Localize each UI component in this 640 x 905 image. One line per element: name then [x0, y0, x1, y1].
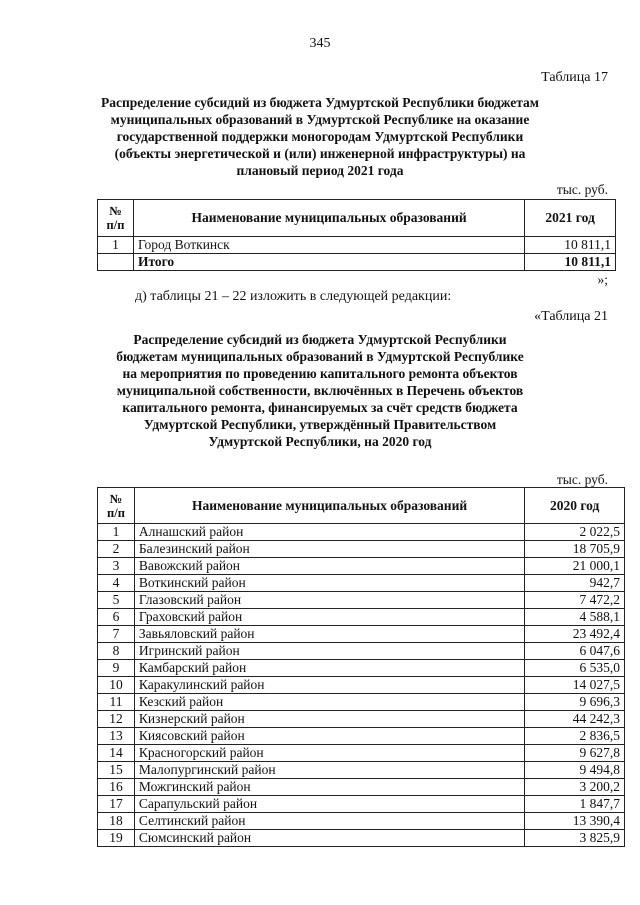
- row-name: Селтинский район: [134, 813, 524, 830]
- table17-title-line: Распределение субсидий из бюджета Удмуртской Республики бюджетам: [100, 95, 540, 110]
- table21-title-line: муниципальной собственности, включённых в Перечень объектов: [116, 383, 524, 398]
- row-num: 6: [98, 609, 135, 626]
- closing-mark: »;: [597, 272, 608, 287]
- row-name: Можгинский район: [134, 779, 524, 796]
- table-row: [98, 745, 625, 762]
- row-num: 1: [98, 237, 134, 254]
- total-num: [98, 254, 134, 271]
- table-row: [98, 592, 625, 609]
- header-num: № п/п: [98, 200, 134, 237]
- row-num: 14: [98, 745, 135, 762]
- table-row: [98, 711, 625, 728]
- row-value: 6 047,6: [525, 643, 625, 660]
- table17-title: [100, 94, 540, 179]
- row-value: 2 022,5: [525, 524, 625, 541]
- table-row: [98, 541, 625, 558]
- row-value: 1 847,7: [525, 796, 625, 813]
- row-value: 23 492,4: [525, 626, 625, 643]
- row-num: 7: [98, 626, 135, 643]
- table-row: [98, 728, 625, 745]
- table17-total-row: [98, 254, 616, 271]
- row-value: 2 836,5: [525, 728, 625, 745]
- row-name: Камбарский район: [134, 660, 524, 677]
- table-row: [98, 237, 616, 254]
- row-name: Завьяловский район: [134, 626, 524, 643]
- header-name: Наименование муниципальных образований: [133, 200, 524, 237]
- row-num: 3: [98, 558, 135, 575]
- total-value: 10 811,1: [525, 254, 616, 271]
- table-row: [98, 779, 625, 796]
- row-name: Кезский район: [134, 694, 524, 711]
- table-row: [98, 660, 625, 677]
- row-name: Сарапульский район: [134, 796, 524, 813]
- table-row: [98, 524, 625, 541]
- table21-header-row: [98, 488, 625, 524]
- header-num: № п/п: [98, 488, 135, 524]
- row-name: Игринский район: [134, 643, 524, 660]
- table-row: [98, 762, 625, 779]
- table17-units: тыс. руб.: [556, 182, 608, 197]
- row-value: 3 200,2: [525, 779, 625, 796]
- row-num: 15: [98, 762, 135, 779]
- row-value: 942,7: [525, 575, 625, 592]
- table-row: [98, 830, 625, 847]
- row-num: 10: [98, 677, 135, 694]
- row-value: 4 588,1: [525, 609, 625, 626]
- table-row: [98, 575, 625, 592]
- table21-title-line: Распределение субсидий из бюджета Удмуртской Республики: [133, 332, 507, 347]
- page-number: 345: [309, 36, 331, 51]
- table17-header-row: [98, 200, 616, 237]
- row-value: 9 627,8: [525, 745, 625, 762]
- row-name: Каракулинский район: [134, 677, 524, 694]
- row-name: Глазовский район: [134, 592, 524, 609]
- row-num: 5: [98, 592, 135, 609]
- table21-units: тыс. руб.: [556, 472, 608, 487]
- table-row: [98, 626, 625, 643]
- row-name: Балезинский район: [134, 541, 524, 558]
- table21-title-line: Удмуртской Республики, на 2020 год: [208, 434, 432, 449]
- table17-title-line: муниципальных образований в Удмуртской Республике на оказание: [110, 112, 530, 127]
- row-num: 9: [98, 660, 135, 677]
- row-num: 19: [98, 830, 135, 847]
- row-value: 9 494,8: [525, 762, 625, 779]
- table21-body: [98, 524, 625, 847]
- row-name: Вавожский район: [134, 558, 524, 575]
- header-name: Наименование муниципальных образований: [134, 488, 524, 524]
- row-name: Воткинский район: [134, 575, 524, 592]
- row-value: 13 390,4: [525, 813, 625, 830]
- row-value: 3 825,9: [525, 830, 625, 847]
- table-row: [98, 694, 625, 711]
- table-row: [98, 677, 625, 694]
- table-row: [98, 796, 625, 813]
- total-label: Итого: [133, 254, 524, 271]
- row-num: 8: [98, 643, 135, 660]
- row-num: 18: [98, 813, 135, 830]
- table17-title-line: государственной поддержки моногородам Удмуртской Республики: [116, 129, 524, 144]
- table-row: [98, 558, 625, 575]
- row-value: 9 696,3: [525, 694, 625, 711]
- table21-label: «Таблица 21: [534, 309, 608, 324]
- row-name: Город Воткинск: [133, 237, 524, 254]
- table-row: [98, 643, 625, 660]
- row-value: 10 811,1: [525, 237, 616, 254]
- row-num: 16: [98, 779, 135, 796]
- table-row: [98, 813, 625, 830]
- table17: [97, 199, 616, 271]
- row-num: 13: [98, 728, 135, 745]
- row-name: Красногорский район: [134, 745, 524, 762]
- row-value: 14 027,5: [525, 677, 625, 694]
- row-value: 7 472,2: [525, 592, 625, 609]
- table21-title-line: на мероприятия по проведению капитального ремонта объектов: [122, 366, 518, 381]
- header-year: 2021 год: [525, 200, 616, 237]
- row-num: 17: [98, 796, 135, 813]
- row-value: 44 242,3: [525, 711, 625, 728]
- row-num: 11: [98, 694, 135, 711]
- header-year: 2020 год: [525, 488, 625, 524]
- row-name: Кизнерский район: [134, 711, 524, 728]
- row-num: 4: [98, 575, 135, 592]
- row-value: 21 000,1: [525, 558, 625, 575]
- table21-title-line: Удмуртской Республики, утверждённый Правительством: [143, 417, 497, 432]
- amendment-paragraph: д) таблицы 21 – 22 изложить в следующей редакции:: [135, 289, 452, 304]
- table-row: [98, 609, 625, 626]
- row-value: 18 705,9: [525, 541, 625, 558]
- table21-title-line: капитального ремонта, финансируемых за счёт средств бюджета: [122, 400, 518, 415]
- table21-title: [110, 331, 530, 450]
- table17-title-line: плановый период 2021 года: [236, 163, 404, 178]
- table17-title-line: (объекты энергетической и (или) инженерной инфраструктуры) на: [114, 146, 526, 161]
- row-name: Малопургинский район: [134, 762, 524, 779]
- row-num: 2: [98, 541, 135, 558]
- row-name: Граховский район: [134, 609, 524, 626]
- row-num: 12: [98, 711, 135, 728]
- row-num: 1: [98, 524, 135, 541]
- table21-title-line: бюджетам муниципальных образований в Удмуртской Республике: [116, 349, 524, 364]
- row-name: Киясовский район: [134, 728, 524, 745]
- table17-label: Таблица 17: [541, 70, 608, 85]
- table21: [97, 487, 625, 847]
- row-name: Сюмсинский район: [134, 830, 524, 847]
- row-name: Алнашский район: [134, 524, 524, 541]
- row-value: 6 535,0: [525, 660, 625, 677]
